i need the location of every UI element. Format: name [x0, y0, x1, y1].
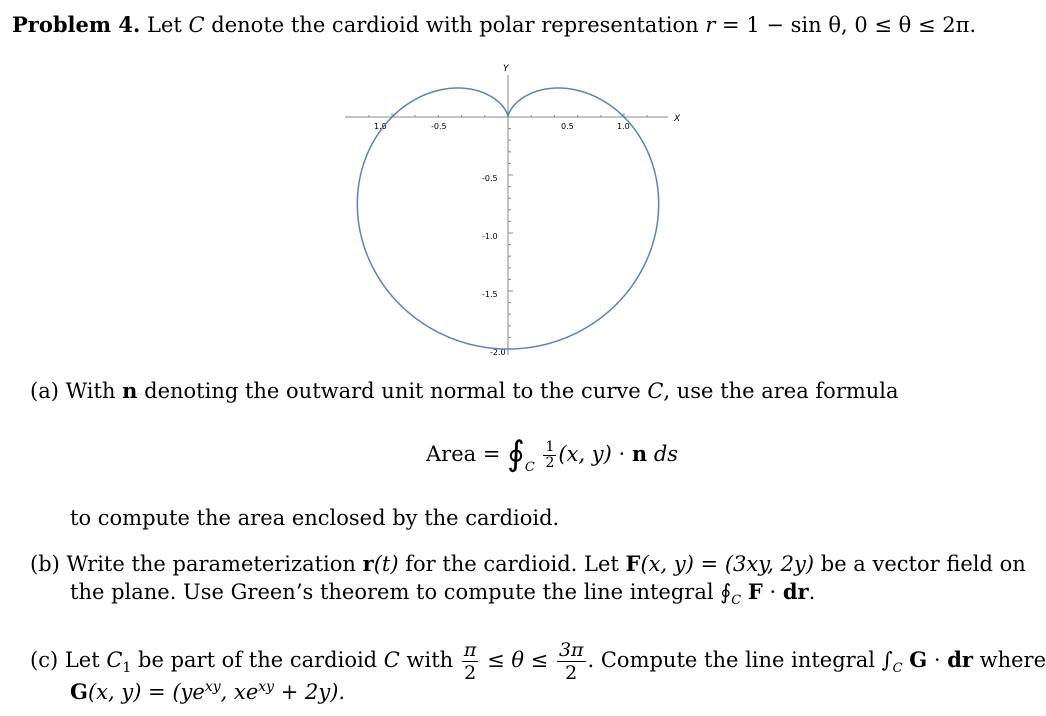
y-axis-label: Y	[503, 64, 509, 74]
part-c-label: (c)	[30, 648, 59, 672]
G-vector-2: G	[70, 679, 88, 704]
part-b-text-1: Write the parameterization	[66, 552, 363, 576]
part-c-text-2: be part of the cardioid	[131, 648, 384, 672]
x-tick-label: 0.5	[561, 122, 574, 131]
exponent-xy-2: xy	[258, 679, 275, 695]
formula-ds: ds	[647, 442, 679, 466]
formula-dot: ·	[611, 442, 632, 466]
part-a-text-4: to compute the area enclosed by the cardioid.	[70, 506, 560, 530]
part-c-line-2	[70, 679, 345, 708]
contour-integral-small-icon: ∮	[720, 580, 732, 604]
formula-subscript: C	[524, 460, 535, 475]
G-definition-3: + 2y).	[274, 680, 346, 704]
x-tick-label: 1.0	[617, 122, 630, 131]
integral-subscript-c: C	[892, 661, 903, 676]
part-a-label: (a)	[30, 379, 59, 403]
contour-integral-icon: ∮	[507, 433, 525, 474]
F-vector: F	[625, 551, 641, 576]
dr-vector-c: dr	[947, 647, 973, 672]
theta-inequality: ≤ θ ≤	[480, 648, 555, 672]
x-axis-label: X	[674, 114, 681, 124]
period-b: .	[808, 580, 816, 604]
curve-name-c: C	[383, 648, 400, 672]
cardioid-plot	[340, 55, 700, 355]
F-vector-2: F	[747, 579, 763, 604]
normal-vector-n: n	[122, 378, 138, 403]
formula-n: n	[631, 441, 648, 466]
F-definition: (x, y) = (3xy, 2y)	[640, 552, 815, 576]
part-a-text-3: , use the area formula	[663, 379, 899, 403]
dot-c: ·	[927, 648, 948, 672]
part-b-line-1	[30, 551, 1026, 577]
one-half-fraction	[543, 440, 556, 471]
y-tick-label: -1.0	[482, 232, 498, 241]
part-b-text-3: be a vector field on	[814, 552, 1026, 576]
part-a-text-1: With	[65, 379, 123, 403]
part-b-text-4: the plane. Use Green’s theorem to compute the line integral	[70, 580, 721, 604]
problem-statement	[12, 12, 976, 38]
part-c-text-1: Let	[64, 648, 107, 672]
y-tick-label: -0.5	[482, 174, 498, 183]
G-definition-2: , xe	[220, 680, 259, 704]
fraction-denominator: 2	[464, 662, 477, 684]
part-c-text-5: where	[972, 648, 1046, 672]
polar-r: r	[705, 13, 716, 37]
pi-over-2-fraction	[462, 639, 479, 684]
C1-subscript: 1	[122, 660, 132, 676]
problem-text-2: denote the cardioid with polar representation	[204, 13, 706, 37]
polar-equation: = 1 − sin θ, 0 ≤ θ ≤ 2π.	[715, 13, 977, 37]
part-a-text-2: denoting the outward unit normal to the curve	[137, 379, 648, 403]
fraction-denominator: 2	[565, 662, 578, 684]
part-b-line-2	[70, 579, 815, 609]
part-a-line-1	[30, 378, 899, 404]
integral-icon: ∫	[881, 648, 893, 672]
fraction-denominator: 2	[545, 455, 555, 471]
part-c-line-1	[30, 639, 1046, 684]
fraction-numerator: 1	[545, 439, 555, 455]
part-b-text-2: for the cardioid. Let	[398, 552, 626, 576]
dr-vector-b: dr	[782, 579, 809, 604]
integral-subscript-b: C	[731, 593, 742, 608]
G-definition-1: (x, y) = (ye	[87, 680, 205, 704]
y-tick-label: -1.5	[482, 290, 498, 299]
part-a-line-2	[70, 505, 559, 531]
G-vector: G	[909, 647, 928, 672]
x-tick-label: -0.5	[431, 122, 447, 131]
x-tick-label: 1.0	[374, 122, 387, 131]
curve-name-a: C	[647, 379, 664, 403]
r-args: (t)	[373, 552, 399, 576]
fraction-numerator: π	[463, 639, 477, 661]
problem-label: Problem 4.	[12, 12, 141, 37]
r-vector: r	[362, 551, 374, 576]
part-c-text-4: . Compute the line integral	[587, 648, 882, 672]
part-b-label: (b)	[30, 552, 60, 576]
exponent-xy-1: xy	[204, 679, 221, 695]
formula-args: (x, y)	[558, 442, 612, 466]
dot-b: ·	[762, 580, 783, 604]
part-c-text-3: with	[399, 648, 460, 672]
C1-name: C	[106, 648, 123, 672]
fraction-numerator: 3π	[558, 639, 584, 661]
area-formula	[426, 433, 679, 475]
curve-name: C	[188, 13, 205, 37]
y-tick-label: -2.0	[490, 348, 506, 357]
three-pi-over-2-fraction	[557, 639, 586, 684]
formula-lhs: Area =	[426, 442, 501, 466]
problem-text-1: Let	[147, 13, 189, 37]
